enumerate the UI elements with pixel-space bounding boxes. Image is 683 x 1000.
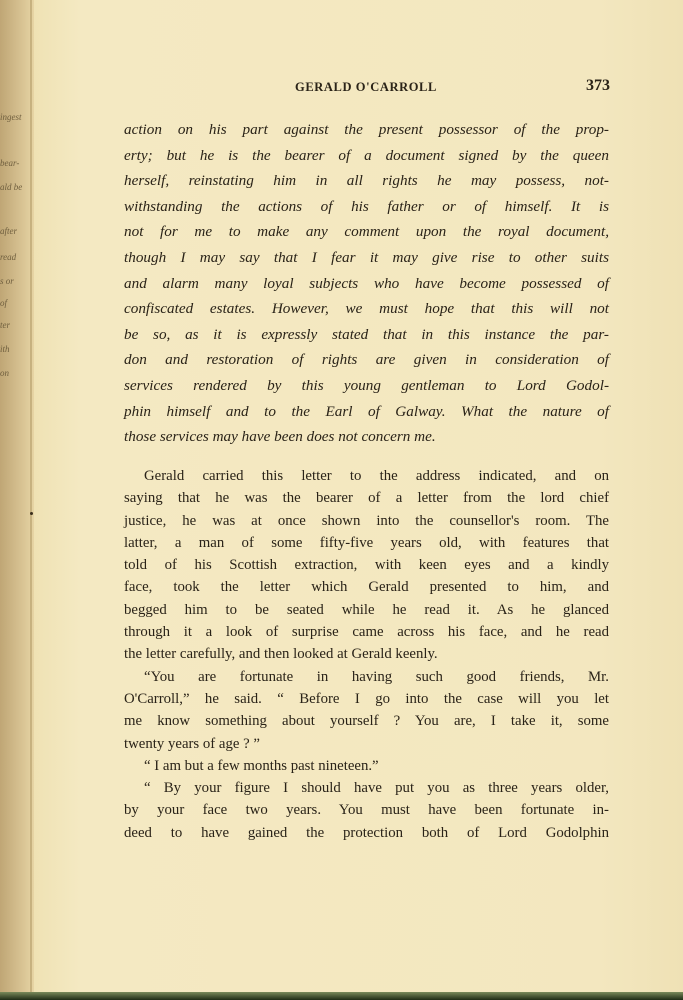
margin-bleed-text: ith	[0, 344, 10, 354]
body-line: face, took the letter which Gerald presented to him, and	[124, 579, 609, 596]
letter-line: those services may have been does not concern me.	[124, 428, 436, 446]
body-line: begged him to be seated while he read it. As he glanced	[124, 601, 609, 618]
letter-line: though I may say that I fear it may give rise to other suits	[124, 248, 609, 266]
body-line: saying that he was the bearer of a letter from the lord chief	[124, 490, 609, 507]
letter-line: phin himself and to the Earl of Galway. What the nature of	[124, 402, 609, 420]
letter-line: withstanding the actions of his father or of himself. It is	[124, 197, 609, 215]
running-head: GERALD O'CARROLL	[295, 80, 437, 94]
ink-spot	[30, 512, 33, 515]
page-bottom-edge	[0, 992, 683, 1000]
margin-bleed-text: of	[0, 298, 8, 308]
body-line: “ By your figure I should have put you as three years older,	[144, 780, 609, 797]
letter-line: don and restoration of rights are given in consideration of	[124, 351, 609, 369]
margin-bleed-text: ter	[0, 320, 10, 330]
body-line: through it a look of surprise came across his face, and he read	[124, 624, 609, 641]
body-line: justice, he was at once shown into the counsellor's room. The	[124, 512, 609, 529]
letter-line: herself, reinstating him in all rights he may possess, not-	[124, 172, 609, 190]
margin-bleed-text: ald be	[0, 182, 23, 192]
letter-line: be so, as it is expressly stated that in this instance the par-	[124, 325, 609, 343]
margin-bleed-text: on	[0, 368, 9, 378]
letter-line: and alarm many loyal subjects who have become possessed of	[124, 274, 609, 292]
body-line: twenty years of age ? ”	[124, 735, 260, 752]
letter-line: action on his part against the present possessor of the prop-	[124, 121, 609, 138]
body-line: Gerald carried this letter to the address indicated, and on	[144, 468, 609, 484]
body-line: the letter carefully, and then looked at Gerald keenly.	[124, 646, 438, 663]
gutter-fold-line	[30, 0, 32, 992]
letter-line: confiscated estates. However, we must hope that this will not	[124, 300, 609, 318]
page-header	[120, 77, 610, 100]
quoted-letter	[124, 117, 609, 450]
body-line: deed to have gained the protection both of Lord Godolphin	[124, 824, 609, 841]
body-line: told of his Scottish extraction, with keen eyes and a kindly	[124, 557, 609, 574]
body-line: by your face two years. You must have been fortunate in-	[124, 802, 609, 819]
body-line: “You are fortunate in having such good friends, Mr.	[144, 668, 609, 685]
body-line: me know something about yourself ? You are, I take it, some	[124, 713, 609, 730]
letter-line: services rendered by this young gentleman to Lord Godol-	[124, 376, 609, 394]
body-line: latter, a man of some fifty-five years old, with features that	[124, 534, 609, 551]
margin-bleed-text: bear-	[0, 158, 20, 168]
body-line: “ I am but a few months past nineteen.”	[144, 757, 379, 774]
body-line: O'Carroll,” he said. “ Before I go into the case will you let	[124, 690, 609, 707]
margin-bleed-text: read	[0, 252, 17, 262]
margin-bleed-text: ingest	[0, 112, 22, 122]
margin-bleed-text: after	[0, 226, 17, 236]
margin-bleed-text: s or	[0, 276, 14, 286]
body-text	[124, 465, 609, 844]
page-number: 373	[586, 77, 610, 94]
page-gutter	[0, 0, 34, 992]
letter-line: not for me to make any comment upon the royal document,	[124, 223, 609, 241]
letter-line: erty; but he is the bearer of a document signed by the queen	[124, 146, 609, 164]
